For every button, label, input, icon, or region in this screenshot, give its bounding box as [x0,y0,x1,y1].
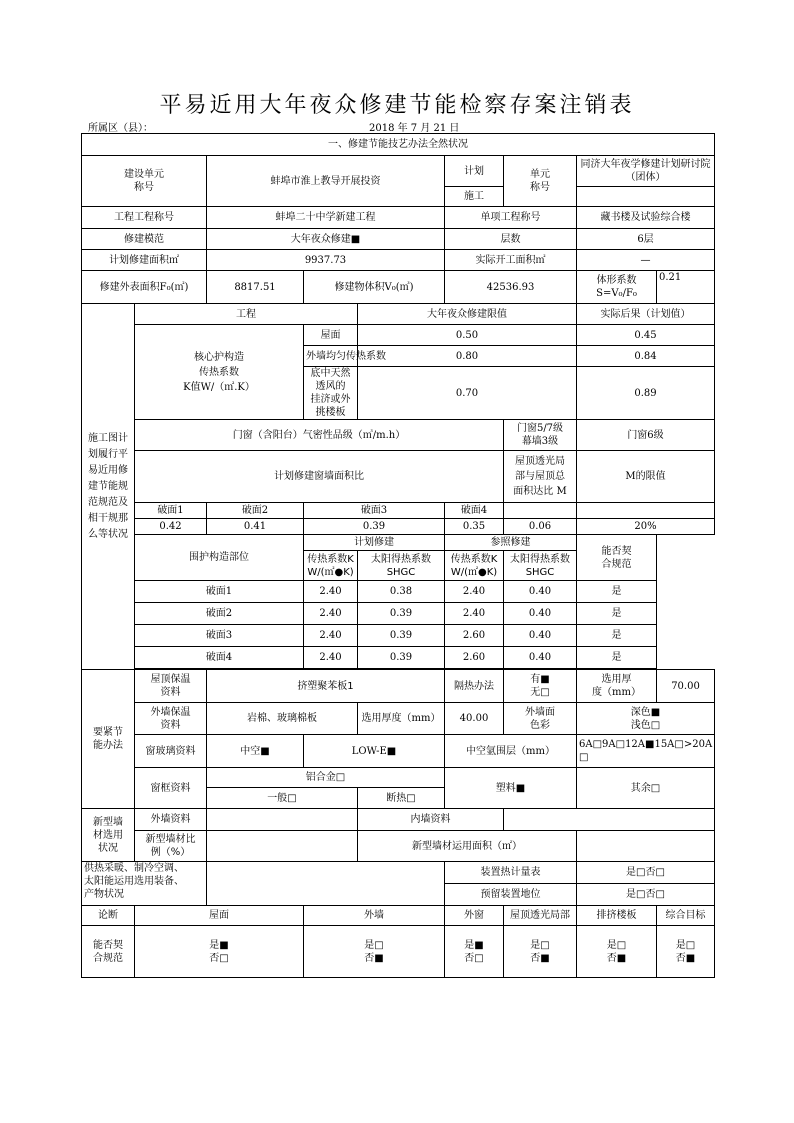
frame-label: 窗框资料 [135,768,207,809]
perf-design-k: 2.40 [304,581,358,603]
wall-ratio-label: 新型墙材比 例（%） [135,831,207,862]
glass-lowe: LOW-E■ [304,735,445,768]
envelope-k-label: 核心护构造 传热系数 K值W/（㎡.K） [135,325,304,420]
perf-ref-k: 2.40 [445,581,504,603]
wall-color-value: 深色■ 浅色□ [577,703,715,735]
skylight-limit-value: 20% [577,519,715,535]
perf-ref-k: 2.60 [445,625,504,647]
wwr-value: 0.35 [445,519,504,535]
perf-row-name: 破面4 [135,647,304,669]
perf-design-shgc: 0.39 [358,647,445,669]
roof-insulation-label: 屋顶保温 资料 [135,670,207,703]
perf-comply: 是 [577,647,657,669]
k-row-name: 底中天然透风的 挂济或外挑楼板 [304,367,358,420]
section1-title: 一、修建节能技艺办法全然状况 [82,134,715,156]
glass-label: 窗玻璃资料 [135,735,207,768]
wall-insulation-value: 岩棉、玻璃棉板 [207,703,358,735]
registration-form [81,133,715,978]
heat-insulation-label: 隔热办法 [445,670,504,703]
perf-comply-head: 能否契 合规范 [577,535,657,581]
skylight-value: 0.06 [504,519,577,535]
frame-other: 其余□ [577,768,715,809]
surface-area-label: 修建外表面积F₀(㎡) [82,271,207,304]
shape-coefficient-label: 体形系数 S=V₀/F₀ [577,271,657,304]
project-name: 蚌埠二十中学新建工程 [207,207,445,229]
col-project: 工程 [135,304,358,325]
conclusion-value: 是■ 否□ [135,926,304,978]
wwr-head: 破面1 [135,503,207,519]
frame-alloy: 铝合金□ [207,768,445,788]
page-title: 平易近用大年夜众修建节能检察存案注销表 [159,93,635,118]
plan-label: 计划 [445,156,504,187]
heat-meter-value: 是□否□ [577,862,715,884]
measures-side-label: 要紧节 能办法 [82,670,135,809]
construct-label: 施工 [445,187,504,207]
construct-unit-name [577,187,715,207]
skylight-ratio-label: 屋顶透光局 部与屋顶总 面积达比 M [504,451,577,503]
skylight-limit-label: M的限值 [577,451,715,503]
shape-coefficient-value: 0.21 [657,271,715,304]
conclusion-value: 是□ 否■ [304,926,445,978]
wwr-blank [504,503,577,519]
airtightness-label: 门窗（含阳台）气密性品级（㎥/m.h） [135,420,504,451]
building-type-label: 修建模范 [82,229,207,250]
conclusion-col: 外窗 [445,906,504,926]
perf-comply: 是 [577,581,657,603]
conclusion-col: 屋顶透光局部 [504,906,577,926]
k-row-name: 屋面 [304,325,358,346]
conclusion-value: 是□ 否■ [577,926,657,978]
perf-ref-shgc: 0.40 [504,581,577,603]
wall-area-label: 新型墙材运用面积（㎡） [358,831,577,862]
roof-thickness-value: 70.00 [657,670,715,703]
build-unit-label: 建设单元 称号 [82,156,207,207]
glass-hollow: 中空■ [207,735,304,768]
volume-label: 修建物体积V₀(㎥) [304,271,445,304]
conclusion-col: 屋面 [135,906,304,926]
perf-ref-k: 2.40 [445,603,504,625]
perf-design-shgc: 0.39 [358,625,445,647]
plan-area-value: 9937.73 [207,250,445,271]
item-name-label: 单项工程称号 [445,207,577,229]
wwr-blank [577,503,715,519]
item-name: 藏书楼及试验综合楼 [577,207,715,229]
conclusion-col: 排挤楼板 [577,906,657,926]
wwr-value: 0.41 [207,519,304,535]
conclusion-row-label: 能否契 合规范 [82,926,135,978]
window-wall-ratio-label: 计划修建窗墙面积比 [135,451,504,503]
wall-color-label: 外墙面 色彩 [504,703,577,735]
wwr-head: 破面3 [304,503,445,519]
new-wall-side-label: 新型墙 材选用 状况 [82,809,135,862]
floors-label: 层数 [445,229,577,250]
perf-design-k: 2.40 [304,647,358,669]
k-row-actual: 0.84 [577,346,715,367]
plan-area-label: 计划修建面积㎡ [82,250,207,271]
conclusion-value: 是□ 否■ [657,926,715,978]
int-wall-label: 内墙资料 [358,809,504,831]
perf-design-head: 计划修建 [304,535,445,551]
volume-value: 42536.93 [445,271,577,304]
perf-ref-shgc: 0.40 [504,647,577,669]
design-unit-name: 同济大年夜学修建计划研讨院 （团体） [577,156,715,187]
perf-row-name: 破面3 [135,625,304,647]
equipment-value [207,862,445,906]
frame-break: 断热□ [358,788,445,809]
perf-ref-shgc: 0.40 [504,603,577,625]
perf-ref-k: 2.60 [445,647,504,669]
perf-row-name: 破面2 [135,603,304,625]
compliance-side-label: 施工图计划履行平易近用修建节能规范规范及相干规那么等状况 [82,304,135,670]
perf-design-shgc: 0.39 [358,603,445,625]
perf-row-name: 破面1 [135,581,304,603]
wall-ratio-value [207,831,358,862]
ext-wall-label: 外墙资料 [135,809,207,831]
perf-envelope-head: 围护构造部位 [135,535,304,581]
wall-insulation-label: 外墙保温 资料 [135,703,207,735]
reserved-position-label: 预留装置地位 [445,884,577,906]
district-label: 所属区（县）： [88,123,153,134]
build-unit-name: 蚌埠市淮上教导开展投资 [207,156,445,207]
col-actual: 实际后果（计划值） [577,304,715,325]
unit-name-label: 单元 称号 [504,156,577,207]
wall-thickness-value: 40.00 [445,703,504,735]
wwr-value: 0.42 [135,519,207,535]
heat-insulation-value: 有■ 无□ [504,670,577,703]
k-row-name: 外墙均匀传热系数 [304,346,358,367]
airtightness-actual: 门窗6级 [577,420,715,451]
wwr-head: 破面2 [207,503,304,519]
surface-area-value: 8817.51 [207,271,304,304]
wwr-head: 破面4 [445,503,504,519]
perf-design-shgc-head: 太阳得热系数 SHGC [358,551,445,581]
airtightness-limit: 门窗5/7级 幕墙3级 [504,420,577,451]
perf-comply: 是 [577,625,657,647]
frame-normal: 一般□ [207,788,358,809]
conclusion-col: 综合目标 [657,906,715,926]
equipment-label: 供热采暖、制冷空调、 太阳能运用选用装备、 产物状况 [82,862,207,906]
perf-comply: 是 [577,603,657,625]
report-date: 2018 年 7 月 21 日 [369,123,460,134]
perf-design-k: 2.40 [304,625,358,647]
wall-thickness-label: 选用厚度（mm） [358,703,445,735]
k-row-limit: 0.80 [358,346,577,367]
roof-insulation-value: 挤塑聚苯板1 [207,670,445,703]
k-row-actual: 0.45 [577,325,715,346]
k-row-limit: 0.70 [358,367,577,420]
reserved-position-value: 是□否□ [577,884,715,906]
building-type-value: 大年夜众修建■ [207,229,445,250]
col-limit: 大年夜众修建限值 [358,304,577,325]
perf-design-k-head: 传热系数K W/(㎡●K) [304,551,358,581]
perf-ref-k-head: 传热系数K W/(㎡●K) [445,551,504,581]
perf-ref-shgc: 0.40 [504,625,577,647]
floors-value: 6层 [577,229,715,250]
wwr-value: 0.39 [304,519,445,535]
roof-thickness-label: 选用厚 度（mm） [577,670,657,703]
perf-ref-head: 参照修建 [445,535,577,551]
wall-area-value [577,831,715,862]
glass-gap-options: 6A□9A□12A■15A□>20A □ [577,735,715,768]
perf-design-shgc: 0.38 [358,581,445,603]
project-name-label: 工程工程称号 [82,207,207,229]
heat-meter-label: 装置热计量表 [445,862,577,884]
conclusion-value: 是■ 否□ [445,926,504,978]
frame-plastic: 塑料■ [445,768,577,809]
actual-area-value: — [577,250,715,271]
glass-gas-label: 中空氩围层（mm） [445,735,577,768]
k-row-limit: 0.50 [358,325,577,346]
actual-area-label: 实际开工面积㎡ [445,250,577,271]
perf-design-k: 2.40 [304,603,358,625]
perf-ref-shgc-head: 太阳得热系数 SHGC [504,551,577,581]
ext-wall-value [207,809,358,831]
conclusion-col: 外墙 [304,906,445,926]
int-wall-value [504,809,715,831]
conclusion-value: 是□ 否■ [504,926,577,978]
conclusion-head: 论断 [82,906,135,926]
k-row-actual: 0.89 [577,367,715,420]
